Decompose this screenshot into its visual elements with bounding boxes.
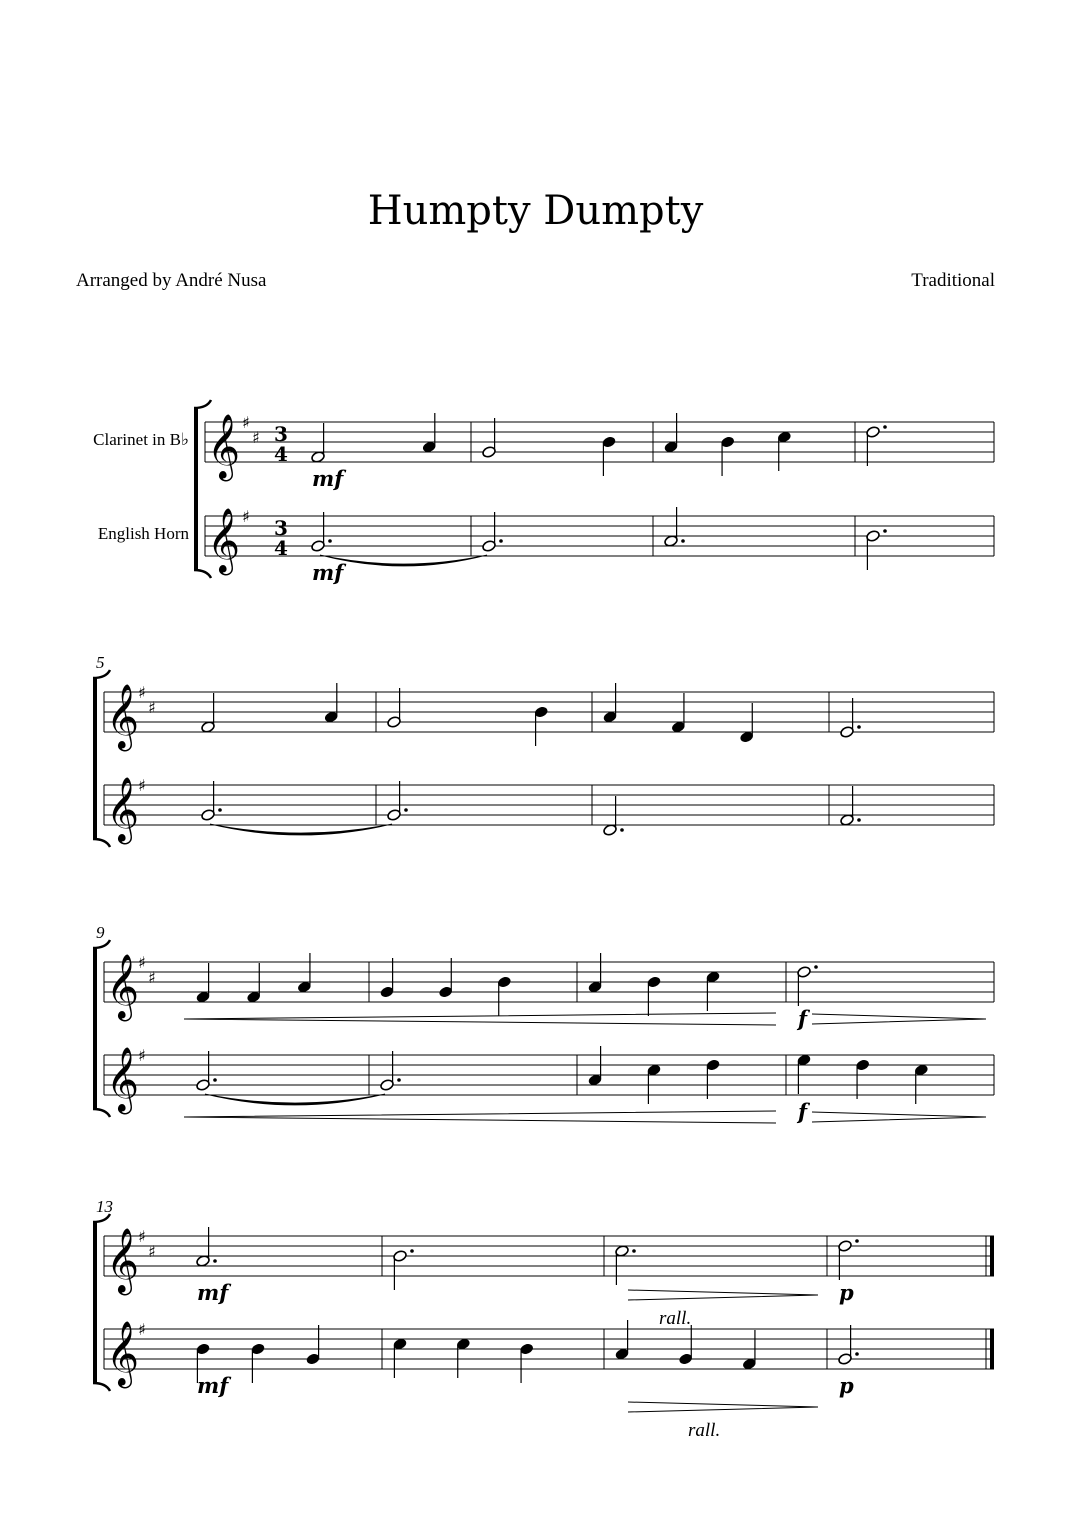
sharp-icon: ♯ [148, 968, 156, 987]
treble-clef-icon: 𝄞 [106, 777, 140, 842]
page-title: Humpty Dumpty [367, 188, 704, 234]
augmentation-dot [213, 1078, 217, 1082]
sharp-icon: ♯ [138, 1227, 146, 1246]
augmentation-dot [883, 425, 887, 429]
measure-number: 5 [96, 653, 105, 672]
augmentation-dot [499, 539, 503, 543]
measure-number: 13 [96, 1197, 113, 1216]
time-signature-numerator: 3 [274, 516, 288, 540]
dynamic-marking: f [798, 1006, 808, 1031]
augmentation-dot [213, 1259, 217, 1263]
augmentation-dot [397, 1078, 401, 1082]
dynamic-marking: p [839, 1280, 854, 1305]
dynamic-marking: p [839, 1373, 854, 1398]
decrescendo-hairpin [812, 1112, 986, 1122]
tie [205, 1094, 385, 1105]
sharp-icon: ♯ [138, 683, 146, 702]
dynamic-marking: mf [312, 466, 344, 491]
treble-clef-icon: 𝄞 [106, 1228, 140, 1293]
augmentation-dot [328, 539, 332, 543]
augmentation-dot [632, 1249, 636, 1253]
augmentation-dot [681, 539, 685, 543]
augmentation-dot [404, 808, 408, 812]
time-signature-denominator: 4 [274, 536, 288, 560]
sharp-icon: ♯ [148, 698, 156, 717]
tie [320, 555, 487, 566]
bracket-cap [194, 400, 211, 408]
augmentation-dot [218, 808, 222, 812]
crescendo-hairpin [184, 1013, 776, 1025]
decrescendo-hairpin [628, 1290, 818, 1300]
sharp-icon: ♯ [138, 953, 146, 972]
augmentation-dot [857, 818, 861, 822]
sharp-icon: ♯ [138, 1320, 146, 1339]
sharp-icon: ♯ [252, 428, 260, 447]
sharp-icon: ♯ [242, 413, 250, 432]
augmentation-dot [855, 1239, 859, 1243]
treble-clef-icon: 𝄞 [207, 414, 241, 479]
treble-clef-icon: 𝄞 [106, 1047, 140, 1112]
sharp-icon: ♯ [138, 1046, 146, 1065]
composer-credit: Traditional [911, 270, 995, 291]
augmentation-dot [410, 1249, 414, 1253]
treble-clef-icon: 𝄞 [106, 684, 140, 749]
treble-clef-icon: 𝄞 [207, 508, 241, 573]
instrument-label-clarinet: Clarinet in B♭ [93, 430, 189, 449]
time-signature-denominator: 4 [274, 442, 288, 466]
arranger-credit: Arranged by André Nusa [76, 270, 267, 291]
dynamic-marking: mf [197, 1280, 229, 1305]
augmentation-dot [814, 965, 818, 969]
crescendo-hairpin [184, 1111, 776, 1123]
augmentation-dot [620, 828, 624, 832]
augmentation-dot [857, 725, 861, 729]
treble-clef-icon: 𝄞 [106, 1321, 140, 1386]
sharp-icon: ♯ [138, 776, 146, 795]
instrument-label-english-horn: English Horn [97, 524, 189, 543]
tempo-marking: rall. [659, 1308, 692, 1329]
dynamic-marking: mf [197, 1373, 229, 1398]
tie [210, 824, 392, 835]
time-signature-numerator: 3 [274, 422, 288, 446]
decrescendo-hairpin [628, 1402, 818, 1412]
sharp-icon: ♯ [148, 1242, 156, 1261]
measure-number: 9 [96, 923, 105, 942]
dynamic-marking: f [798, 1099, 808, 1124]
treble-clef-icon: 𝄞 [106, 954, 140, 1019]
sharp-icon: ♯ [242, 507, 250, 526]
tempo-marking: rall. [688, 1420, 721, 1441]
decrescendo-hairpin [812, 1014, 986, 1024]
augmentation-dot [883, 529, 887, 533]
dynamic-marking: mf [312, 560, 344, 585]
augmentation-dot [855, 1352, 859, 1356]
